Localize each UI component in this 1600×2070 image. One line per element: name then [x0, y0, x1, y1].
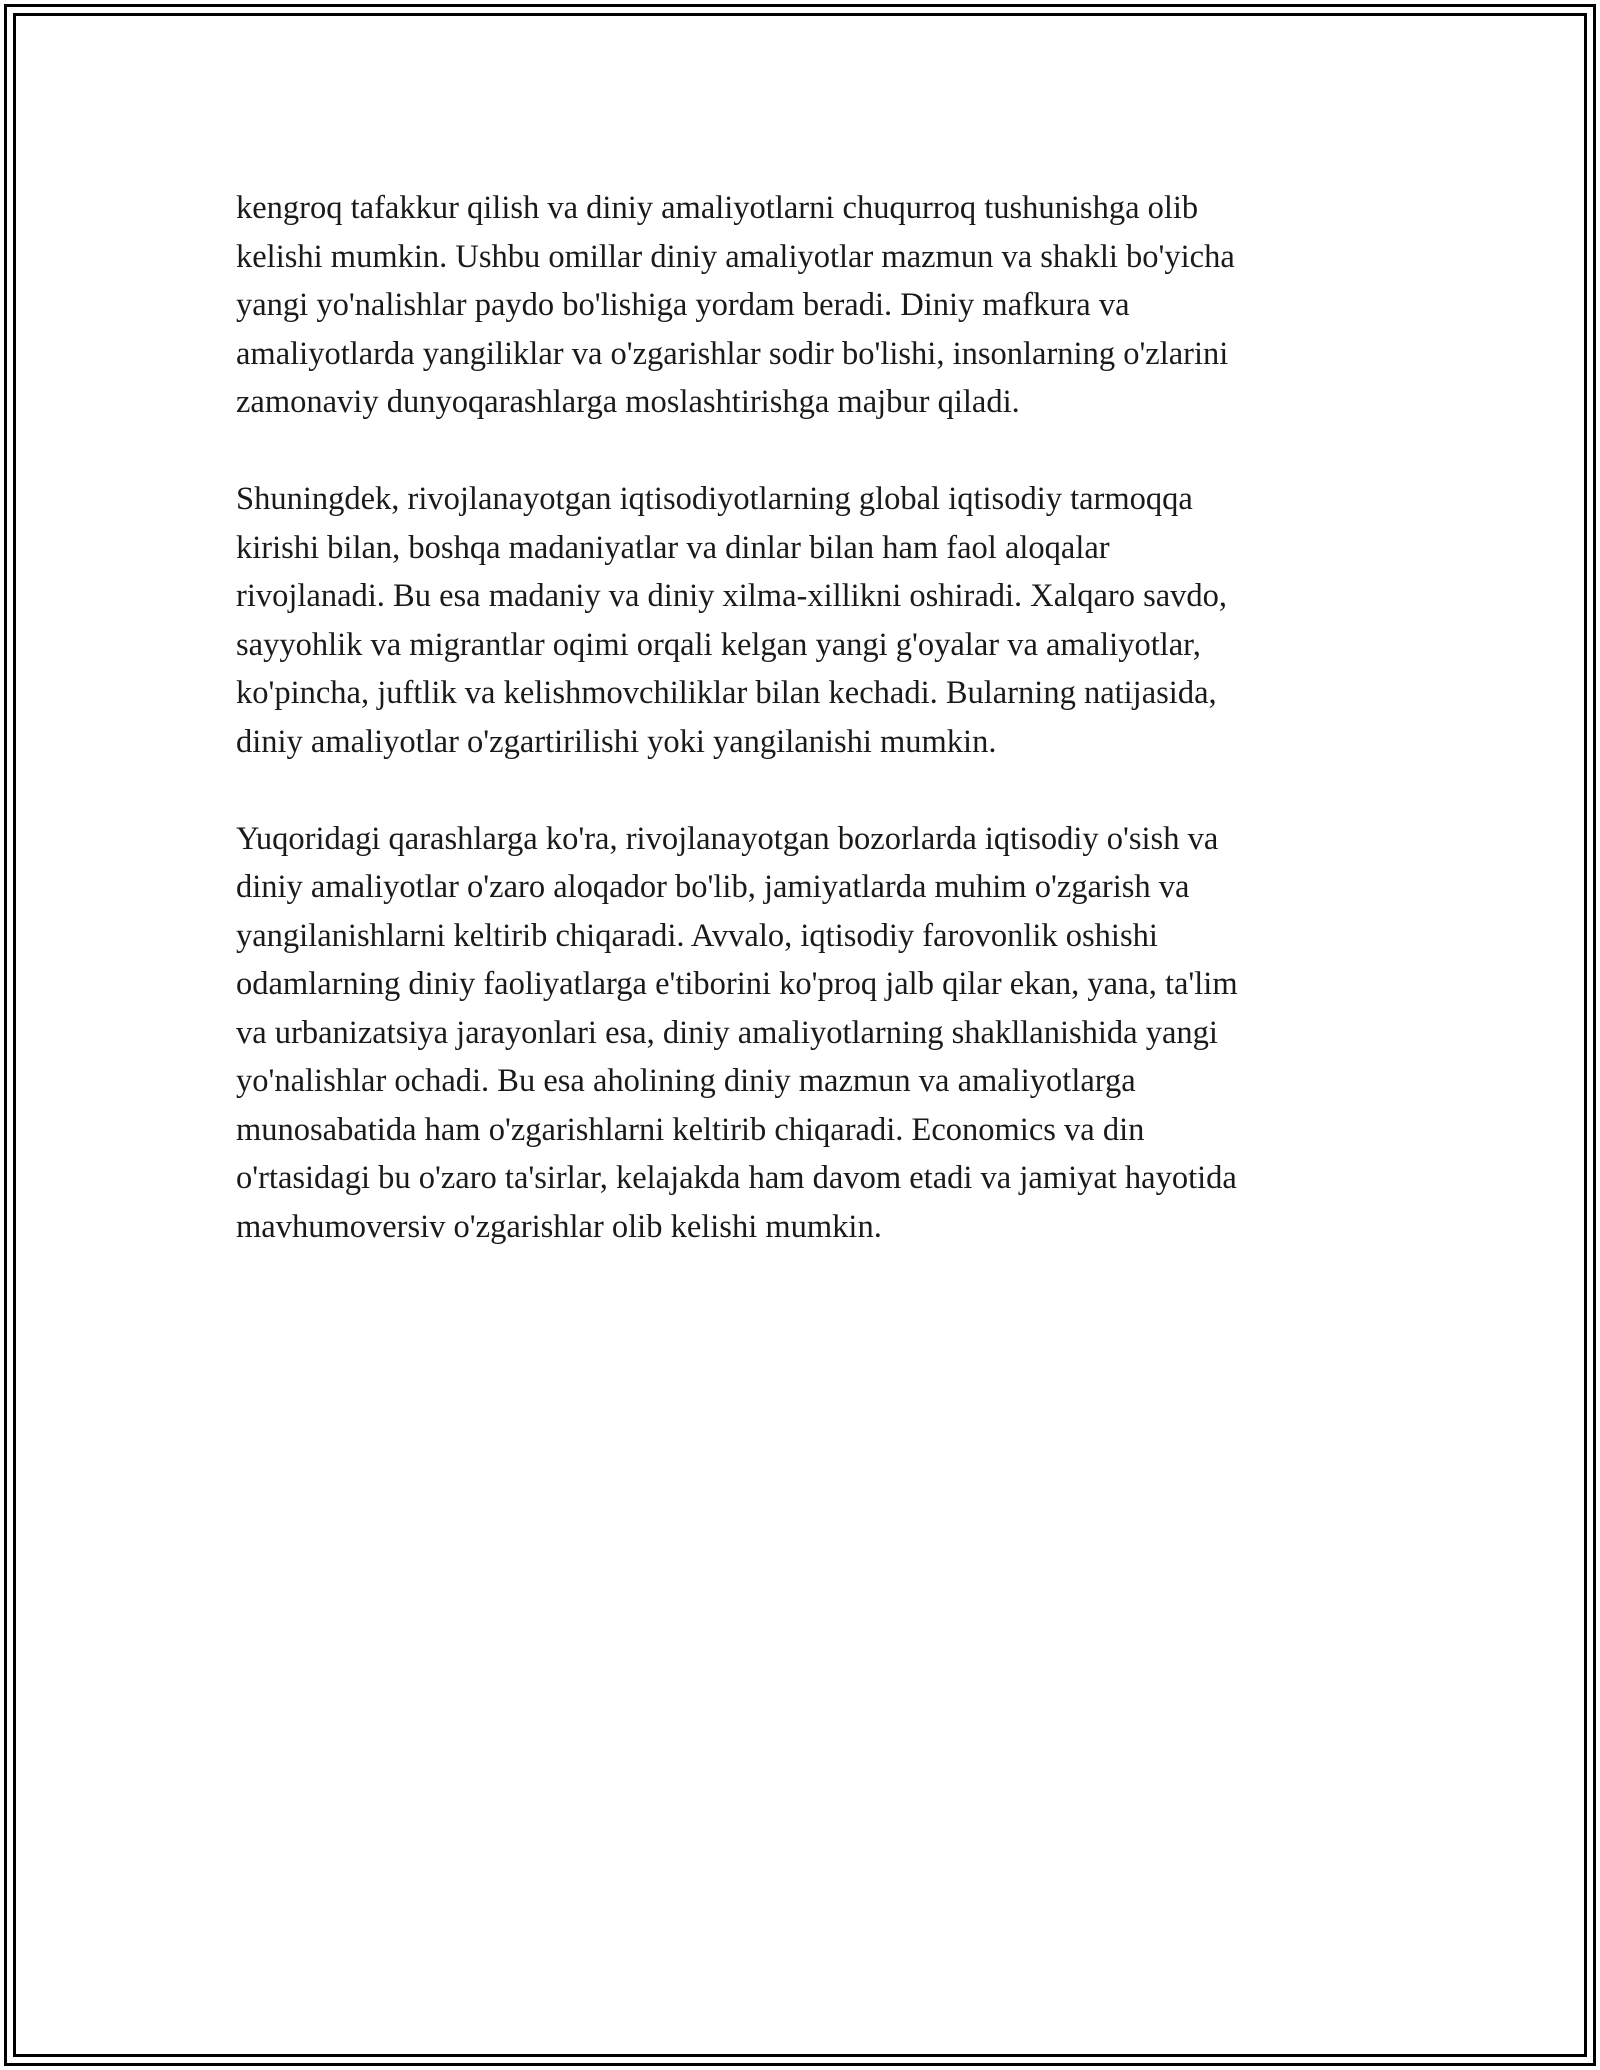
- paragraph-3: Yuqoridagi qarashlarga ko'ra, rivojlanayotgan bozorlarda iqtisodiy o'sish va diniy amaliyotlar o'zaro aloqador bo'lib, jamiyatlarda muhim o'zgarish va yangilanishlarni keltirib chiqaradi. Avvalo, iqtisodiy farovonlik oshishi odamlarning diniy faoliyatlarga e'tiborini ko'proq jalb qilar ekan, yana, ta'lim va urbanizatsiya jarayonlari esa, diniy amaliyotlarning shakllanishida yangi yo'nalishlar ochadi. Bu esa aholining diniy mazmun va amaliyotlarga munosabatida ham o'zgarishlarni keltirib chiqaradi. Economics va din o'rtasidagi bu o'zaro ta'sirlar, kelajakda ham davom etadi va jamiyat hayotida mavhumoversiv o'zgarishlar olib kelishi mumkin.: [236, 820, 1238, 1245]
- document-body: [236, 184, 1376, 1300]
- paragraph-2: Shuningdek, rivojlanayotgan iqtisodiyotlarning global iqtisodiy tarmoqqa kirishi bilan, boshqa madaniyatlar va dinlar bilan ham faol aloqalar rivojlanadi. Bu esa madaniy va diniy xilma-xillikni oshiradi. Xalqaro savdo, sayyohlik va migrantlar oqimi orqali kelgan yangi g'oyalar va amaliyotlar, ko'pincha, juftlik va kelishmovchiliklar bilan kechadi. Bularning natijasida, diniy amaliyotlar o'zgartirilishi yoki yangilanishi mumkin.: [236, 481, 1228, 760]
- paragraph-1: kengroq tafakkur qilish va diniy amaliyotlarni chuqurroq tushunishga olib kelishi mumkin. Ushbu omillar diniy amaliyotlar mazmun va shakli bo'yicha yangi yo'nalishlar paydo bo'lishiga yordam beradi. Diniy mafkura va amaliyotlarda yangiliklar va o'zgarishlar sodir bo'lishi, insonlarning o'zlarini zamonaviy dunyoqarashlarga moslashtirishga majbur qiladi.: [236, 190, 1235, 420]
